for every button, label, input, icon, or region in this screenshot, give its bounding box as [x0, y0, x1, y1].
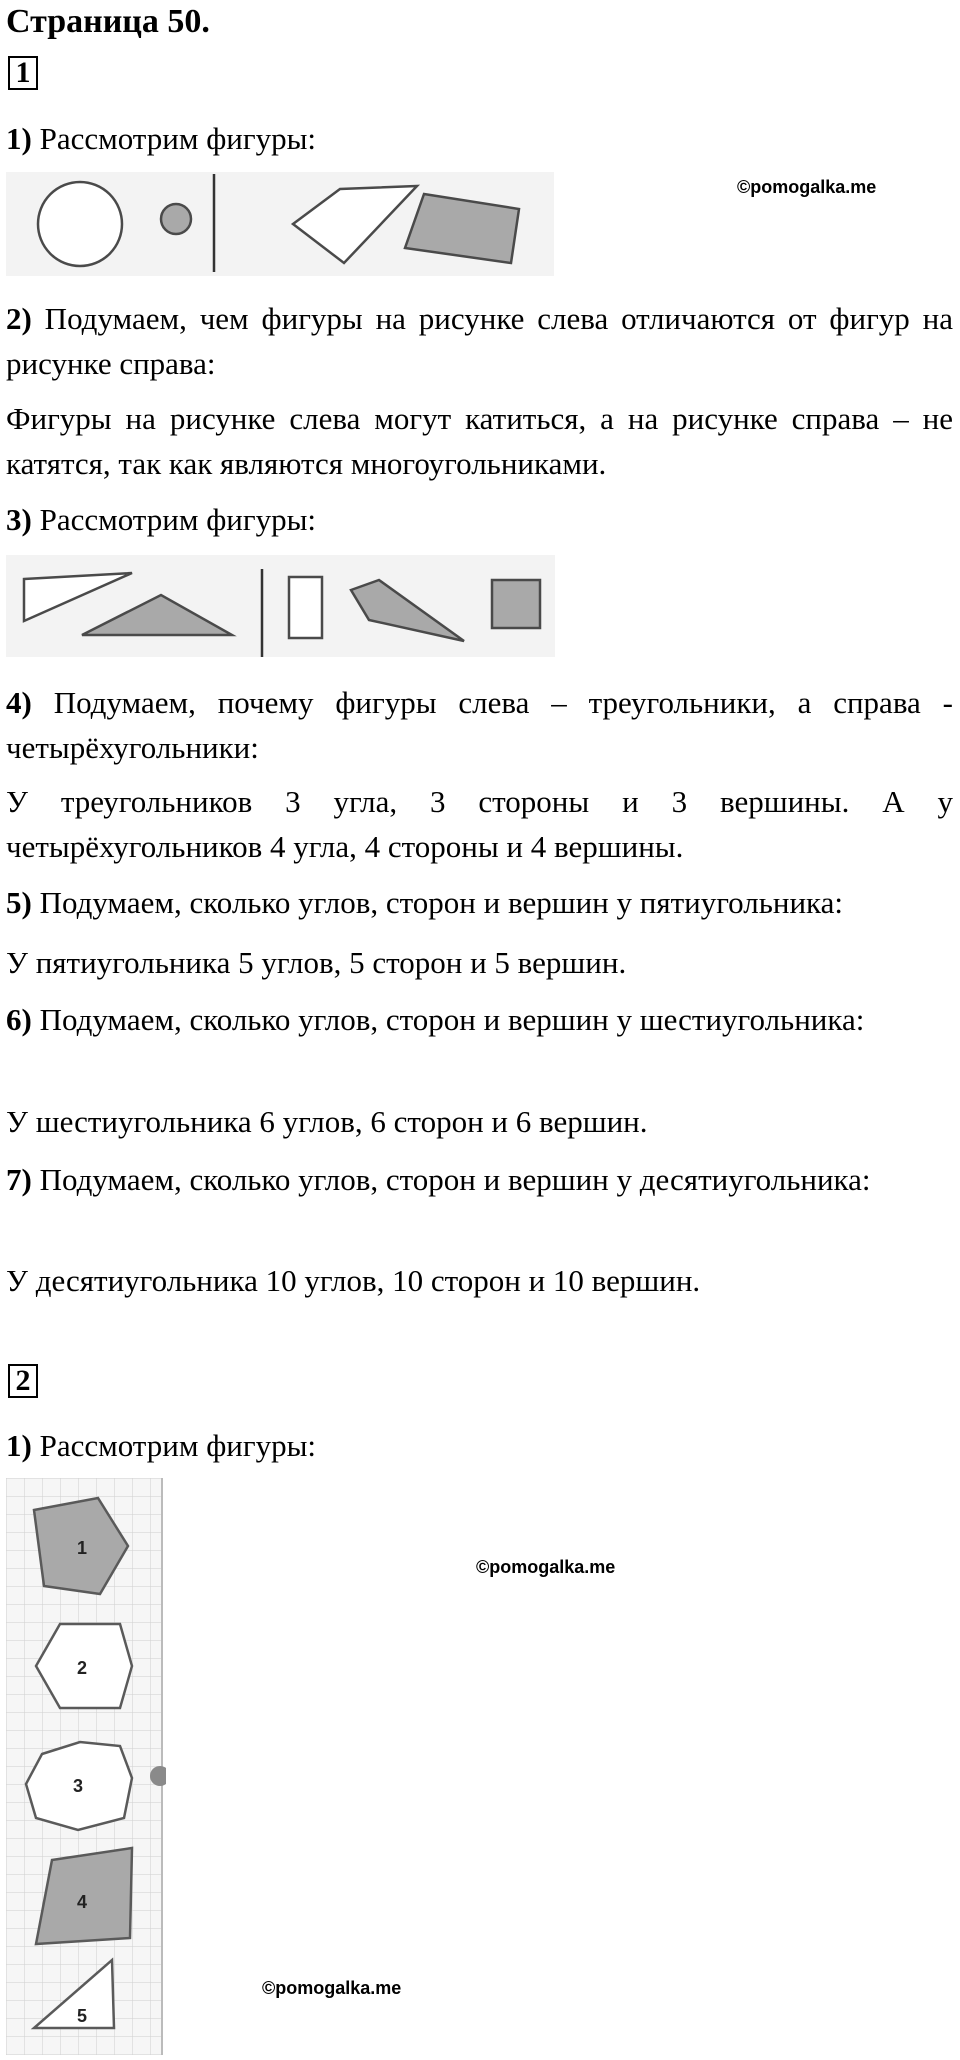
task1-item-4 — [6, 680, 953, 770]
item-number: 1) — [6, 1428, 32, 1463]
task1-item-7 — [6, 1157, 953, 1202]
item-number: 3) — [6, 502, 32, 537]
white-rectangle-shape — [289, 577, 322, 638]
answer-text: У пятиугольника 5 углов, 5 сторон и 5 вершин. — [6, 945, 627, 980]
item-number: 6) — [6, 1002, 32, 1037]
shapes-drawing-2 — [6, 555, 555, 657]
figure-circles-and-polygons — [6, 172, 554, 276]
task1-answer-2 — [6, 396, 953, 486]
item-text: Рассмотрим фигуры: — [31, 502, 317, 537]
shape-label: 2 — [76, 1658, 88, 1678]
task1-answer-7 — [6, 1258, 953, 1303]
item-number: 4) — [6, 685, 32, 720]
large-circle-shape — [38, 182, 122, 266]
task1-answer-4 — [6, 779, 953, 869]
watermark: ©pomogalka.me — [476, 1557, 616, 1577]
shape-label: 4 — [76, 1892, 88, 1912]
item-number: 2) — [6, 301, 32, 336]
shapes-drawing-3 — [6, 1478, 166, 2055]
watermark: ©pomogalka.me — [262, 1978, 402, 1998]
answer-text: У десятиугольника 10 углов, 10 сторон и 10 вершин. — [6, 1263, 701, 1298]
item-text: Подумаем, сколько углов, сторон и вершин у пятиугольника: — [31, 885, 844, 920]
gray-triangle-shape — [82, 595, 232, 635]
white-quadrilateral-shape — [293, 186, 417, 263]
gray-quadrilateral-shape — [405, 194, 519, 263]
task-number-box: 2 — [8, 1364, 38, 1398]
task1-answer-5 — [6, 940, 953, 985]
task2-item-1 — [6, 1423, 953, 1468]
task1-item-5 — [6, 880, 953, 925]
gray-square-shape — [492, 580, 540, 628]
gray-quadrilateral-shape — [351, 580, 464, 641]
task1-item-3 — [6, 497, 953, 542]
item-text: Рассмотрим фигуры: — [31, 121, 317, 156]
item-text: Подумаем, почему фигуры слева – треугольники, а справа - четырёхугольники: — [6, 685, 953, 765]
shape-label: 3 — [72, 1776, 84, 1796]
watermark: ©pomogalka.me — [737, 177, 877, 197]
shape-label: 5 — [76, 2006, 88, 2026]
task1-item-1 — [6, 116, 953, 161]
answer-text: У треугольников 3 угла, 3 стороны и 3 вершины. А у четырёхугольников 4 угла, 4 стороны и 4 вершины. — [6, 784, 953, 864]
shape-label: 1 — [76, 1538, 88, 1558]
task-number-box: 1 — [8, 56, 38, 90]
figure-polygons-grid — [6, 1478, 166, 2055]
item-number: 7) — [6, 1162, 32, 1197]
item-text: Рассмотрим фигуры: — [31, 1428, 317, 1463]
figure-triangles-and-quadrilaterals — [6, 555, 555, 657]
answer-text: Фигуры на рисунке слева могут катиться, а на рисунке справа – не катятся, так как являются многоугольниками. — [6, 401, 953, 481]
task1-item-6 — [6, 997, 953, 1042]
white-triangle-shape — [24, 573, 132, 621]
task1-item-2 — [6, 296, 953, 386]
answer-text: У шестиугольника 6 углов, 6 сторон и 6 вершин. — [6, 1104, 648, 1139]
item-text: Подумаем, чем фигуры на рисунке слева отличаются от фигур на рисунке справа: — [6, 301, 953, 381]
item-text: Подумаем, сколько углов, сторон и вершин у шестиугольника: — [31, 1002, 865, 1037]
shapes-drawing-1 — [6, 172, 554, 276]
small-circle-shape — [161, 204, 191, 234]
item-text: Подумаем, сколько углов, сторон и вершин у десятиугольника: — [31, 1162, 871, 1197]
page-title: Страница 50. — [6, 3, 210, 40]
item-number: 1) — [6, 121, 32, 156]
item-number: 5) — [6, 885, 32, 920]
task1-answer-6 — [6, 1099, 953, 1144]
